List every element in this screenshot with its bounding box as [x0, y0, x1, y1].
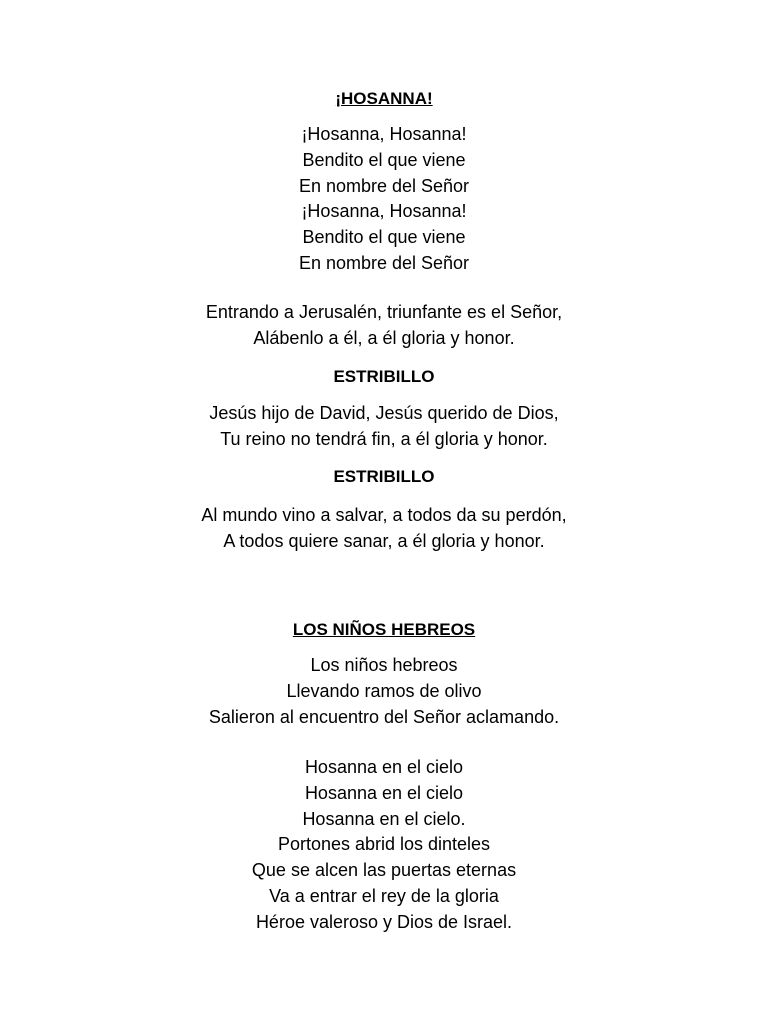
lyric-line: ¡Hosanna, Hosanna! — [301, 124, 467, 144]
verse-stanza-5 — [0, 755, 768, 936]
lyric-line: ¡Hosanna, Hosanna! — [301, 201, 467, 222]
song-title-hosanna: ¡HOSANNA! — [335, 89, 433, 108]
verse-stanza-4 — [0, 653, 768, 730]
lyric-line: Tu reino no tendrá fin, a él gloria y honor. — [220, 428, 548, 449]
lyric-line: En nombre del Señor — [298, 252, 470, 273]
verse-stanza-2 — [0, 401, 768, 453]
lyric-line: Hosanna en el cielo — [304, 757, 464, 777]
lyric-line: Llevando ramos de olivo — [286, 680, 482, 701]
lyric-line: Bendito el que viene — [302, 149, 466, 170]
chorus-stanza — [0, 122, 768, 277]
lyric-line: A todos quiere sanar, a él gloria y honor. — [223, 530, 545, 551]
lyric-line: Salieron al encuentro del Señor aclamando. — [208, 706, 560, 727]
refrain-label: ESTRIBILLO — [333, 467, 435, 486]
lyric-line: Al mundo vino a salvar, a todos da su perdón, — [201, 505, 567, 525]
lyric-line: En nombre del Señor — [298, 175, 470, 196]
lyric-line: Hosanna en el cielo. — [302, 808, 466, 829]
verse-stanza-1 — [0, 300, 768, 352]
lyric-line: Alábenlo a él, a él gloria y honor. — [253, 327, 515, 348]
lyric-line: Bendito el que viene — [302, 227, 466, 248]
lyric-line: Va a entrar el rey de la gloria — [269, 885, 499, 906]
song-title-los-ninos-hebreos: LOS NIÑOS HEBREOS — [292, 620, 476, 639]
verse-stanza-3 — [0, 503, 768, 555]
lyric-line: Los niños hebreos — [310, 655, 458, 675]
lyric-line: Entrando a Jerusalén, triunfante es el Señor, — [205, 302, 563, 322]
lyric-line: Jesús hijo de David, Jesús querido de Dios, — [209, 403, 559, 423]
lyric-line: Que se alcen las puertas eternas — [251, 860, 517, 881]
refrain-label: ESTRIBILLO — [333, 367, 435, 386]
lyric-line: Héroe valeroso y Dios de Israel. — [255, 911, 513, 932]
lyric-line: Hosanna en el cielo — [304, 782, 464, 803]
lyric-line: Portones abrid los dinteles — [277, 834, 491, 855]
